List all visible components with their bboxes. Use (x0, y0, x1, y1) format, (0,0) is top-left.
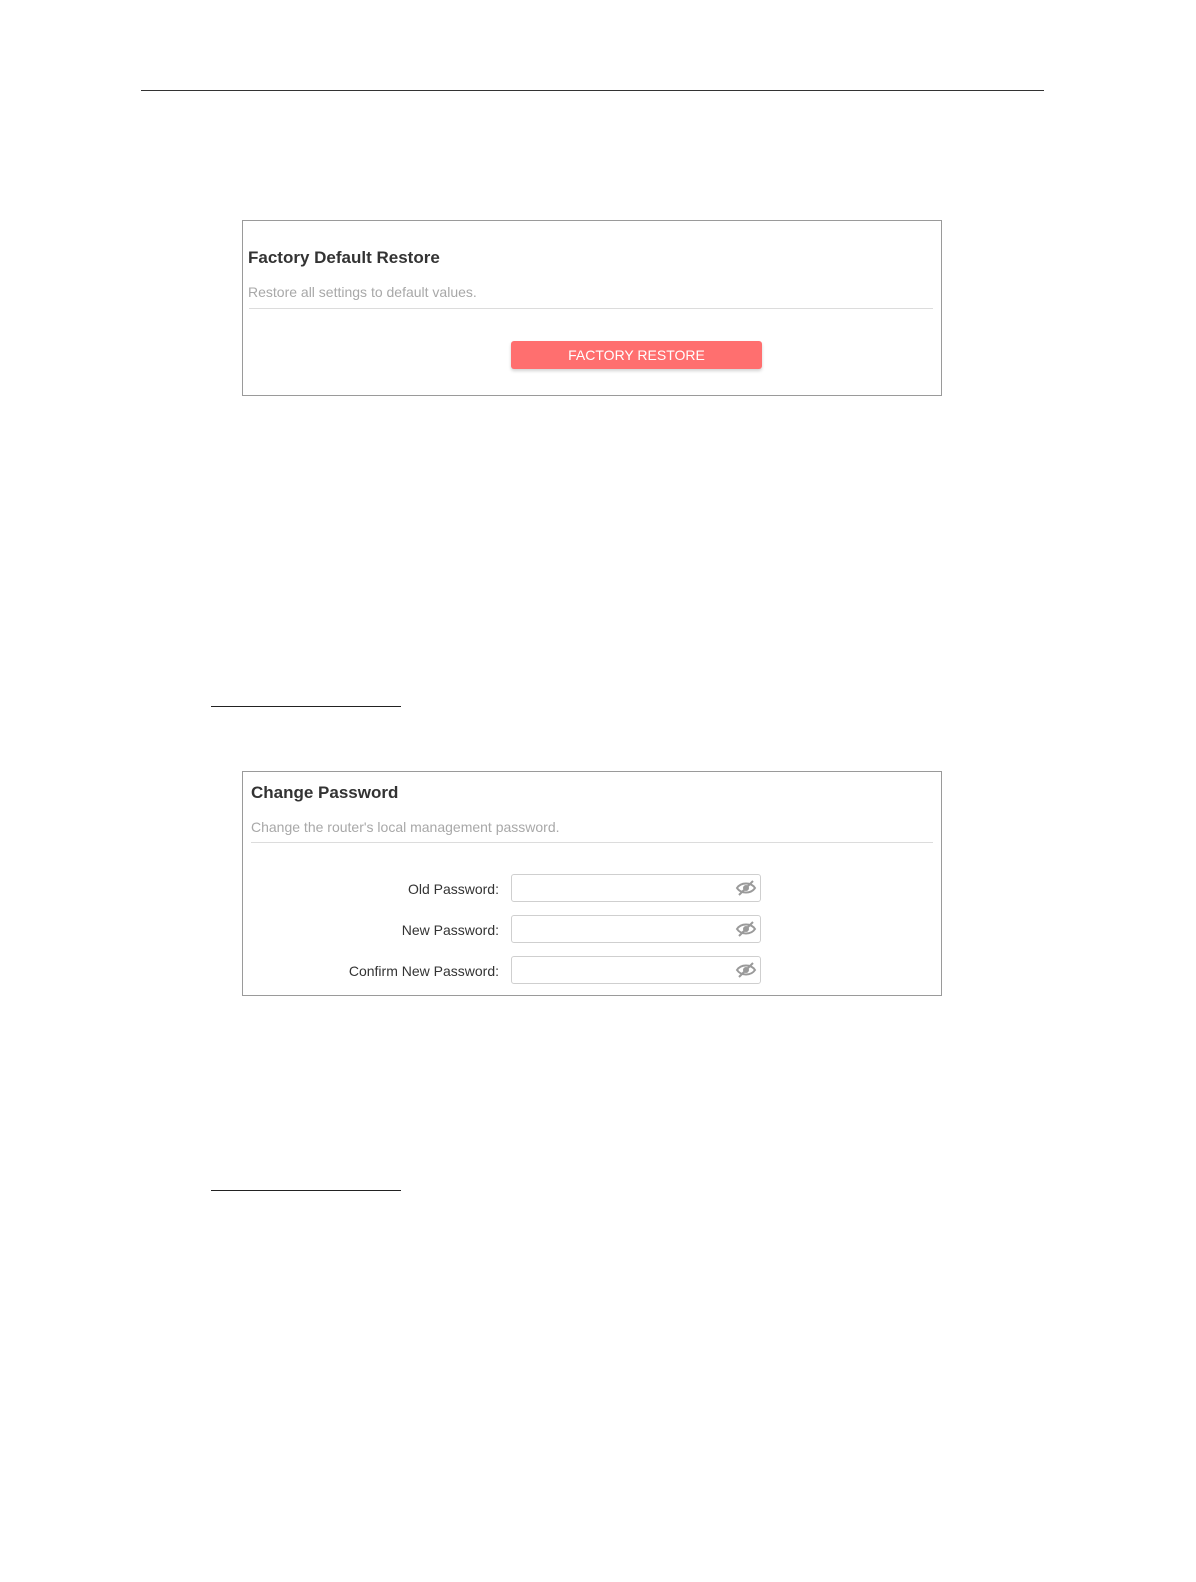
eye-hidden-icon[interactable] (735, 878, 757, 898)
change-password-divider (251, 842, 933, 843)
section-rule-1 (211, 706, 401, 707)
factory-restore-title: Factory Default Restore (248, 248, 440, 267)
old-password-input[interactable] (512, 875, 740, 901)
factory-restore-panel (242, 220, 942, 396)
new-password-input[interactable] (512, 916, 740, 942)
new-password-label: New Password: (401, 922, 499, 938)
confirm-password-input[interactable] (512, 957, 740, 983)
page-header-rule (141, 90, 1044, 91)
confirm-password-label: Confirm New Password: (348, 963, 499, 979)
change-password-panel (242, 771, 942, 996)
factory-restore-description: Restore all settings to default values. (248, 284, 477, 300)
old-password-field[interactable] (511, 874, 761, 902)
eye-hidden-icon[interactable] (735, 960, 757, 980)
new-password-field[interactable] (511, 915, 761, 943)
change-password-description: Change the router's local management password. (251, 819, 560, 835)
confirm-password-field[interactable] (511, 956, 761, 984)
factory-restore-button[interactable]: FACTORY RESTORE (511, 341, 762, 369)
section-rule-2 (211, 1190, 401, 1191)
change-password-title: Change Password (251, 783, 399, 802)
factory-restore-divider (249, 308, 933, 309)
old-password-label: Old Password: (407, 881, 499, 897)
eye-hidden-icon[interactable] (735, 919, 757, 939)
